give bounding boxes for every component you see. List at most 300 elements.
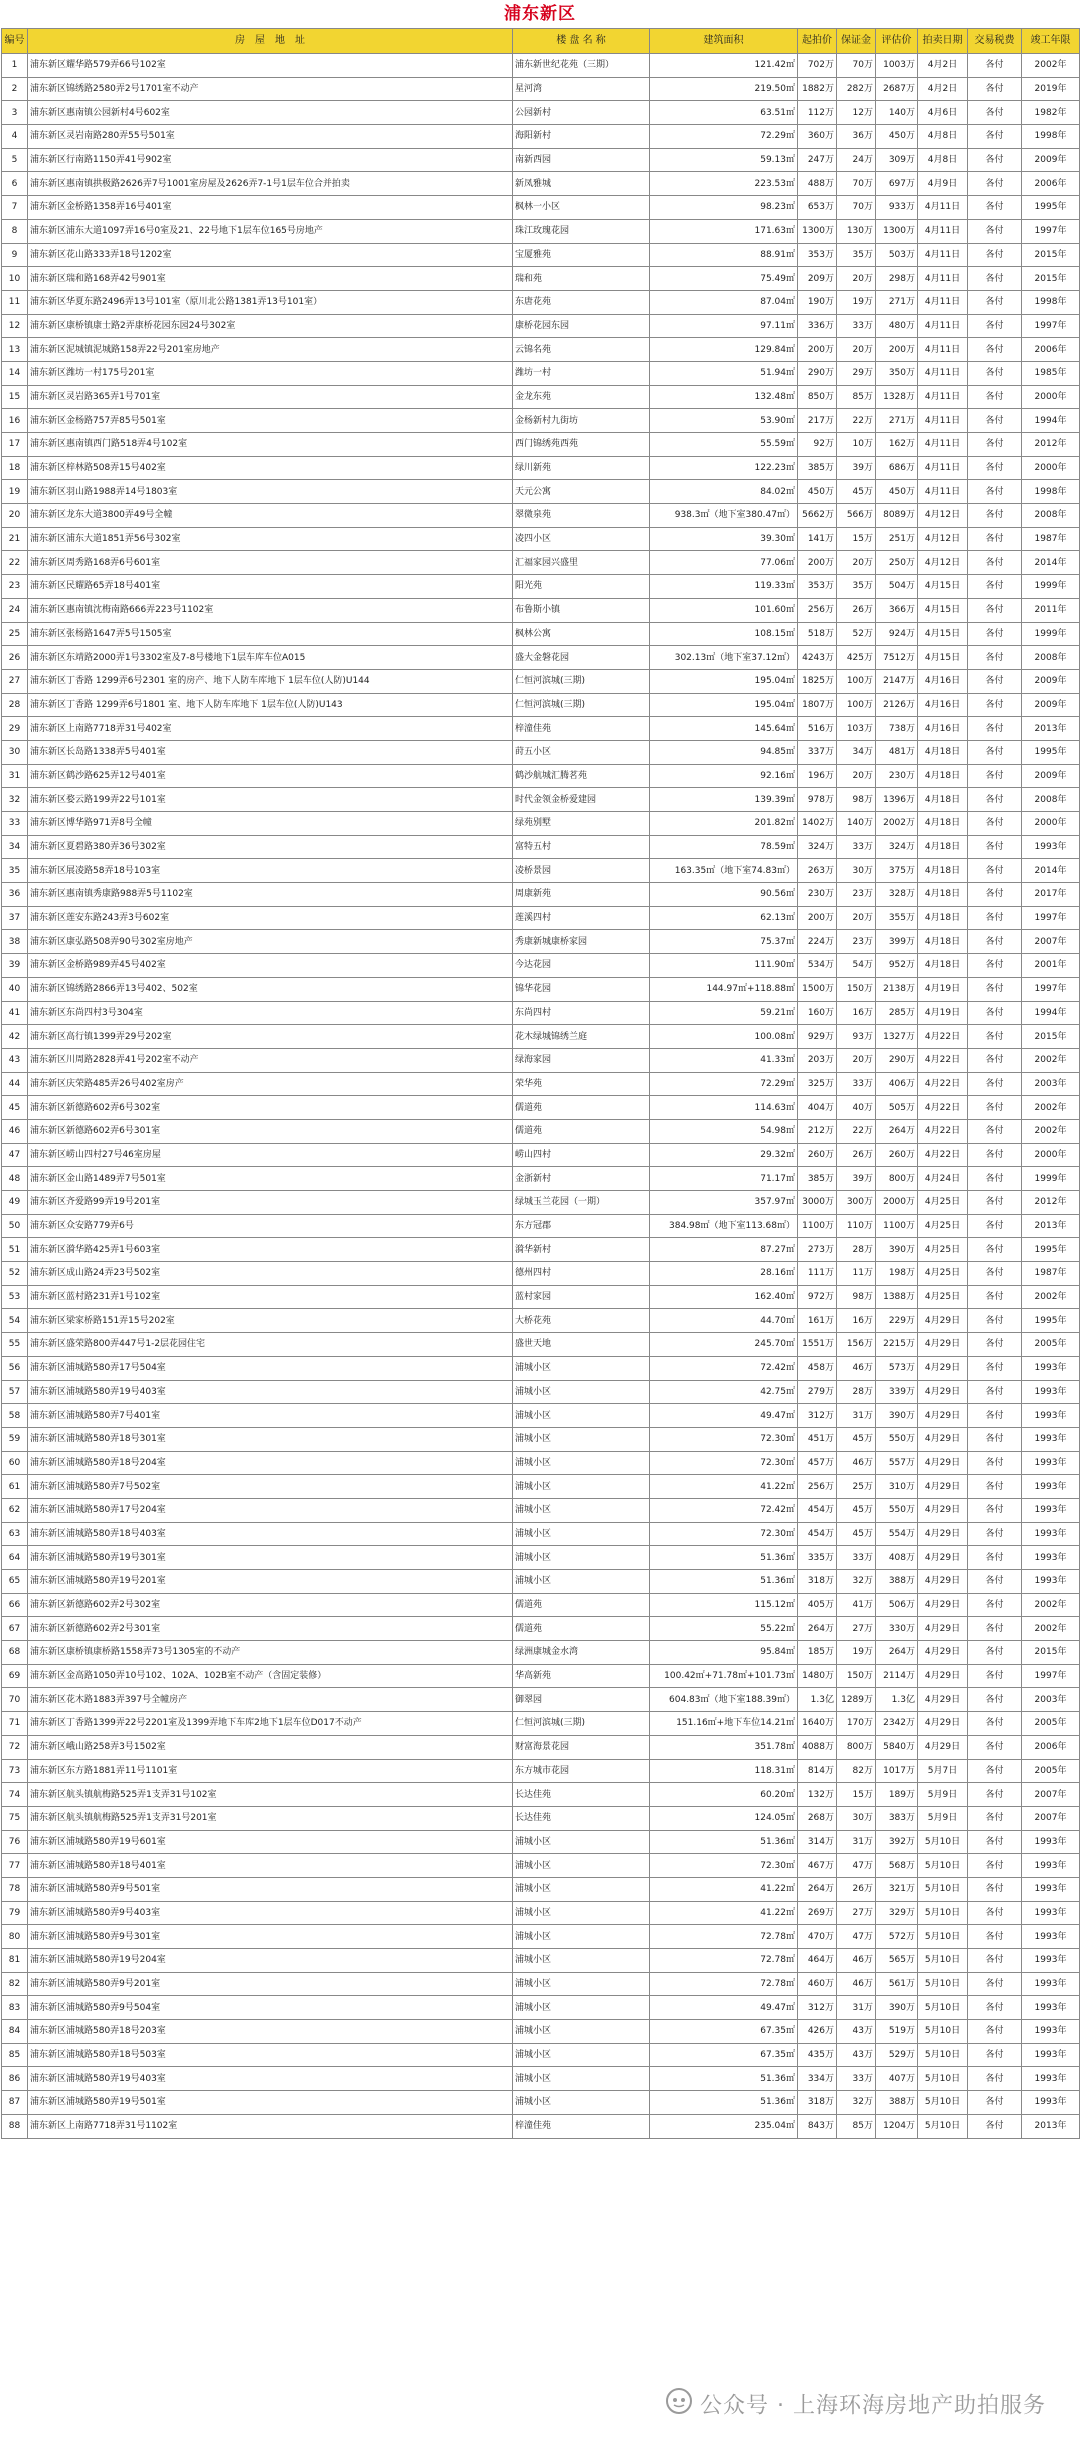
cell-auction-date: 4月29日: [918, 1641, 968, 1665]
cell-start-price: 318万: [798, 2091, 837, 2115]
table-body: [2, 54, 1080, 2139]
cell-deposit: 16万: [837, 1001, 876, 1025]
cell-tax: 各付: [968, 219, 1022, 243]
cell-tax: 各付: [968, 740, 1022, 764]
cell-auction-date: 5月9日: [918, 1783, 968, 1807]
cell-address: 浦东新区莲安东路243弄3号602室: [28, 906, 513, 930]
cell-completion-year: 1985年: [1022, 361, 1080, 385]
cell-completion-year: 2003年: [1022, 1072, 1080, 1096]
cell-address: 浦东新区高行镇1399弄29号202室: [28, 1025, 513, 1049]
cell-deposit: 110万: [837, 1214, 876, 1238]
cell-auction-date: 4月29日: [918, 1570, 968, 1594]
cell-completion-year: 2014年: [1022, 859, 1080, 883]
cell-tax: 各付: [968, 669, 1022, 693]
wechat-official-account-icon: [666, 2388, 692, 2425]
cell-appraisal: 565万: [876, 1949, 918, 1973]
cell-start-price: 5662万: [798, 504, 837, 528]
cell-estate: 大桥花苑: [513, 1309, 650, 1333]
cell-address: 浦东新区灵岩路365弄1号701室: [28, 385, 513, 409]
cell-estate: 东唐花苑: [513, 290, 650, 314]
cell-area: 90.56㎡: [650, 883, 798, 907]
cell-completion-year: 2012年: [1022, 433, 1080, 457]
cell-appraisal: 557万: [876, 1451, 918, 1475]
cell-auction-date: 4月29日: [918, 1522, 968, 1546]
cell-start-price: 457万: [798, 1451, 837, 1475]
cell-area: 53.90㎡: [650, 409, 798, 433]
cell-id: 40: [2, 977, 28, 1001]
cell-completion-year: 2005年: [1022, 1333, 1080, 1357]
cell-estate: 绿洲康城金水湾: [513, 1641, 650, 1665]
cell-id: 5: [2, 148, 28, 172]
cell-start-price: 263万: [798, 859, 837, 883]
cell-appraisal: 310万: [876, 1475, 918, 1499]
cell-area: 87.27㎡: [650, 1238, 798, 1262]
header-deposit: 保证金: [837, 29, 876, 54]
cell-auction-date: 4月16日: [918, 717, 968, 741]
cell-start-price: 314万: [798, 1830, 837, 1854]
cell-start-price: 516万: [798, 717, 837, 741]
cell-completion-year: 1993年: [1022, 1854, 1080, 1878]
cell-appraisal: 390万: [876, 1404, 918, 1428]
cell-auction-date: 4月11日: [918, 243, 968, 267]
cell-tax: 各付: [968, 148, 1022, 172]
cell-appraisal: 388万: [876, 1570, 918, 1594]
cell-auction-date: 4月29日: [918, 1593, 968, 1617]
cell-start-price: 224万: [798, 930, 837, 954]
cell-address: 浦东新区浦城路580弄17号204室: [28, 1498, 513, 1522]
cell-appraisal: 2687万: [876, 77, 918, 101]
cell-area: 71.17㎡: [650, 1167, 798, 1191]
cell-auction-date: 4月11日: [918, 433, 968, 457]
cell-estate: 华高新苑: [513, 1664, 650, 1688]
cell-start-price: 460万: [798, 1972, 837, 1996]
cell-id: 31: [2, 764, 28, 788]
cell-auction-date: 4月11日: [918, 290, 968, 314]
cell-address: 浦东新区金桥路989弄45号402室: [28, 954, 513, 978]
cell-id: 47: [2, 1143, 28, 1167]
cell-tax: 各付: [968, 1356, 1022, 1380]
cell-appraisal: 1388万: [876, 1285, 918, 1309]
cell-tax: 各付: [968, 1664, 1022, 1688]
cell-deposit: 31万: [837, 1830, 876, 1854]
table-row: [2, 1901, 1080, 1925]
cell-estate: 瑞和苑: [513, 267, 650, 291]
cell-area: 29.32㎡: [650, 1143, 798, 1167]
cell-deposit: 33万: [837, 2067, 876, 2091]
cell-auction-date: 4月11日: [918, 338, 968, 362]
cell-deposit: 39万: [837, 456, 876, 480]
cell-auction-date: 4月29日: [918, 1333, 968, 1357]
cell-tax: 各付: [968, 835, 1022, 859]
cell-auction-date: 4月15日: [918, 646, 968, 670]
cell-deposit: 35万: [837, 575, 876, 599]
header-start-price: 起拍价: [798, 29, 837, 54]
table-row: [2, 1427, 1080, 1451]
table-row: [2, 693, 1080, 717]
cell-start-price: 850万: [798, 385, 837, 409]
cell-completion-year: 1993年: [1022, 1877, 1080, 1901]
cell-address: 浦东新区泥城镇泥城路158弄22号201室房地产: [28, 338, 513, 362]
cell-area: 121.42㎡: [650, 54, 798, 78]
table-row: [2, 1712, 1080, 1736]
table-row: [2, 504, 1080, 528]
table-row: [2, 1688, 1080, 1712]
cell-completion-year: 2015年: [1022, 1025, 1080, 1049]
cell-id: 6: [2, 172, 28, 196]
cell-appraisal: 504万: [876, 575, 918, 599]
cell-start-price: 353万: [798, 243, 837, 267]
cell-appraisal: 366万: [876, 598, 918, 622]
cell-start-price: 1882万: [798, 77, 837, 101]
cell-area: 72.78㎡: [650, 1925, 798, 1949]
cell-start-price: 435万: [798, 2043, 837, 2067]
cell-address: 浦东新区婺云路199弄22号101室: [28, 788, 513, 812]
cell-estate: 天元公寓: [513, 480, 650, 504]
cell-appraisal: 924万: [876, 622, 918, 646]
cell-id: 77: [2, 1854, 28, 1878]
cell-start-price: 203万: [798, 1048, 837, 1072]
cell-address: 浦东新区浦城路580弄19号403室: [28, 1380, 513, 1404]
cell-start-price: 467万: [798, 1854, 837, 1878]
cell-estate: 莳五小区: [513, 740, 650, 764]
cell-id: 50: [2, 1214, 28, 1238]
cell-address: 浦东新区成山路24弄23号502室: [28, 1262, 513, 1286]
cell-tax: 各付: [968, 1238, 1022, 1262]
cell-start-price: 814万: [798, 1759, 837, 1783]
table-row: [2, 1096, 1080, 1120]
cell-auction-date: 4月29日: [918, 1498, 968, 1522]
cell-tax: 各付: [968, 1641, 1022, 1665]
cell-estate: 财富海景花园: [513, 1735, 650, 1759]
cell-tax: 各付: [968, 1901, 1022, 1925]
cell-area: 51.36㎡: [650, 2091, 798, 2115]
cell-appraisal: 450万: [876, 125, 918, 149]
table-row: [2, 1783, 1080, 1807]
cell-estate: 绿海家园: [513, 1048, 650, 1072]
cell-address: 浦东新区丁香路 1299弄6号1801 室、地下人防车库地下 1层车位(人防)U143: [28, 693, 513, 717]
cell-area: 72.78㎡: [650, 1972, 798, 1996]
cell-area: 77.06㎡: [650, 551, 798, 575]
cell-deposit: 39万: [837, 1167, 876, 1191]
cell-auction-date: 4月29日: [918, 1546, 968, 1570]
cell-estate: 浦城小区: [513, 2043, 650, 2067]
cell-deposit: 93万: [837, 1025, 876, 1049]
cell-completion-year: 1993年: [1022, 1949, 1080, 1973]
cell-start-price: 260万: [798, 1143, 837, 1167]
cell-completion-year: 1993年: [1022, 1404, 1080, 1428]
cell-tax: 各付: [968, 598, 1022, 622]
cell-estate: 荣华苑: [513, 1072, 650, 1096]
cell-deposit: 26万: [837, 1143, 876, 1167]
cell-tax: 各付: [968, 314, 1022, 338]
table-row: [2, 2114, 1080, 2138]
cell-address: 浦东新区蓝村路231弄1号102室: [28, 1285, 513, 1309]
cell-appraisal: 554万: [876, 1522, 918, 1546]
cell-estate: 浦城小区: [513, 1877, 650, 1901]
cell-completion-year: 2008年: [1022, 504, 1080, 528]
cell-area: 151.16㎡+地下车位14.21㎡: [650, 1712, 798, 1736]
cell-estate: 浦城小区: [513, 1498, 650, 1522]
cell-appraisal: 330万: [876, 1617, 918, 1641]
cell-appraisal: 1396万: [876, 788, 918, 812]
cell-estate: 儒道苑: [513, 1119, 650, 1143]
cell-address: 浦东新区潍坊一村175号201室: [28, 361, 513, 385]
table-row: [2, 551, 1080, 575]
table-row: [2, 1333, 1080, 1357]
cell-start-price: 470万: [798, 1925, 837, 1949]
cell-estate: 金浙新村: [513, 1167, 650, 1191]
cell-completion-year: 1997年: [1022, 906, 1080, 930]
cell-id: 73: [2, 1759, 28, 1783]
cell-auction-date: 4月18日: [918, 883, 968, 907]
table-row: [2, 598, 1080, 622]
cell-appraisal: 573万: [876, 1356, 918, 1380]
cell-auction-date: 4月11日: [918, 480, 968, 504]
cell-completion-year: 2007年: [1022, 930, 1080, 954]
cell-start-price: 3000万: [798, 1191, 837, 1215]
cell-area: 88.91㎡: [650, 243, 798, 267]
cell-address: 浦东新区展凌路58弄18号103室: [28, 859, 513, 883]
cell-appraisal: 572万: [876, 1925, 918, 1949]
cell-area: 75.37㎡: [650, 930, 798, 954]
cell-tax: 各付: [968, 1001, 1022, 1025]
cell-appraisal: 2114万: [876, 1664, 918, 1688]
table-row: [2, 1451, 1080, 1475]
table-row: [2, 1285, 1080, 1309]
cell-completion-year: 2006年: [1022, 338, 1080, 362]
cell-id: 61: [2, 1475, 28, 1499]
cell-deposit: 20万: [837, 764, 876, 788]
cell-deposit: 33万: [837, 314, 876, 338]
cell-address: 浦东新区浦城路580弄9号504室: [28, 1996, 513, 2020]
cell-completion-year: 2011年: [1022, 598, 1080, 622]
cell-auction-date: 4月18日: [918, 906, 968, 930]
cell-completion-year: 2015年: [1022, 267, 1080, 291]
cell-deposit: 15万: [837, 527, 876, 551]
cell-area: 384.98㎡（地下室113.68㎡）: [650, 1214, 798, 1238]
cell-deposit: 85万: [837, 2114, 876, 2138]
cell-start-price: 141万: [798, 527, 837, 551]
cell-appraisal: 355万: [876, 906, 918, 930]
cell-id: 9: [2, 243, 28, 267]
watermark: [666, 2388, 1046, 2422]
cell-id: 63: [2, 1522, 28, 1546]
cell-area: 118.31㎡: [650, 1759, 798, 1783]
cell-address: 浦东新区民耀路65弄18号401室: [28, 575, 513, 599]
cell-area: 195.04㎡: [650, 693, 798, 717]
cell-deposit: 32万: [837, 1570, 876, 1594]
cell-id: 33: [2, 812, 28, 836]
cell-tax: 各付: [968, 1072, 1022, 1096]
cell-address: 浦东新区梓林路508弄15号402室: [28, 456, 513, 480]
cell-id: 68: [2, 1641, 28, 1665]
cell-start-price: 405万: [798, 1593, 837, 1617]
cell-appraisal: 1.3亿: [876, 1688, 918, 1712]
table-row: [2, 54, 1080, 78]
cell-start-price: 324万: [798, 835, 837, 859]
cell-completion-year: 2006年: [1022, 1735, 1080, 1759]
cell-start-price: 518万: [798, 622, 837, 646]
cell-address: 浦东新区东尚四村3号304室: [28, 1001, 513, 1025]
cell-estate: 盛大金磐花园: [513, 646, 650, 670]
cell-start-price: 534万: [798, 954, 837, 978]
cell-area: 938.3㎡（地下室380.47㎡）: [650, 504, 798, 528]
cell-id: 49: [2, 1191, 28, 1215]
cell-area: 94.85㎡: [650, 740, 798, 764]
cell-deposit: 30万: [837, 1806, 876, 1830]
cell-id: 54: [2, 1309, 28, 1333]
cell-appraisal: 264万: [876, 1641, 918, 1665]
cell-tax: 各付: [968, 1427, 1022, 1451]
cell-estate: 长达佳苑: [513, 1806, 650, 1830]
cell-start-price: 1300万: [798, 219, 837, 243]
cell-auction-date: 5月9日: [918, 1806, 968, 1830]
table-row: [2, 338, 1080, 362]
cell-area: 100.42㎡+71.78㎡+101.73㎡: [650, 1664, 798, 1688]
cell-auction-date: 4月22日: [918, 1119, 968, 1143]
cell-address: 浦东新区东靖路2000弄1号3302室及7-8号楼地下1层车库车位A015: [28, 646, 513, 670]
cell-auction-date: 4月8日: [918, 148, 968, 172]
cell-address: 浦东新区康弘路508弄90号302室房地产: [28, 930, 513, 954]
cell-completion-year: 2002年: [1022, 1593, 1080, 1617]
cell-area: 41.22㎡: [650, 1901, 798, 1925]
cell-area: 100.08㎡: [650, 1025, 798, 1049]
cell-start-price: 200万: [798, 338, 837, 362]
cell-area: 72.30㎡: [650, 1451, 798, 1475]
cell-estate: 浦城小区: [513, 1427, 650, 1451]
cell-deposit: 12万: [837, 101, 876, 125]
table-row: [2, 267, 1080, 291]
cell-start-price: 385万: [798, 1167, 837, 1191]
cell-id: 82: [2, 1972, 28, 1996]
cell-appraisal: 2138万: [876, 977, 918, 1001]
cell-completion-year: 1999年: [1022, 1167, 1080, 1191]
table-row: [2, 1001, 1080, 1025]
cell-auction-date: 5月10日: [918, 1854, 968, 1878]
cell-address: 浦东新区瑞和路168弄42号901室: [28, 267, 513, 291]
cell-auction-date: 5月10日: [918, 2067, 968, 2091]
cell-address: 浦东新区花木路1883弄397号全幢房产: [28, 1688, 513, 1712]
cell-tax: 各付: [968, 1214, 1022, 1238]
cell-auction-date: 4月29日: [918, 1688, 968, 1712]
cell-appraisal: 2147万: [876, 669, 918, 693]
cell-completion-year: 2003年: [1022, 1688, 1080, 1712]
cell-tax: 各付: [968, 1285, 1022, 1309]
cell-estate: 潍坊一村: [513, 361, 650, 385]
cell-start-price: 1402万: [798, 812, 837, 836]
cell-estate: 东尚四村: [513, 1001, 650, 1025]
cell-id: 36: [2, 883, 28, 907]
cell-area: 119.33㎡: [650, 575, 798, 599]
cell-estate: 浦城小区: [513, 1451, 650, 1475]
cell-start-price: 112万: [798, 101, 837, 125]
header-id: 编号: [2, 29, 28, 54]
cell-tax: 各付: [968, 788, 1022, 812]
cell-address: 浦东新区浦城路580弄9号501室: [28, 1877, 513, 1901]
cell-area: 604.83㎡（地下室188.39㎡）: [650, 1688, 798, 1712]
cell-id: 67: [2, 1617, 28, 1641]
cell-deposit: 46万: [837, 1451, 876, 1475]
table-row: [2, 1925, 1080, 1949]
cell-area: 357.97㎡: [650, 1191, 798, 1215]
table-row: [2, 1854, 1080, 1878]
cell-start-price: 312万: [798, 1996, 837, 2020]
cell-appraisal: 309万: [876, 148, 918, 172]
cell-auction-date: 5月10日: [918, 1830, 968, 1854]
cell-address: 浦东新区花山路333弄18号1202室: [28, 243, 513, 267]
cell-auction-date: 4月29日: [918, 1356, 968, 1380]
cell-deposit: 29万: [837, 361, 876, 385]
cell-estate: 浦东新世纪花苑（三期）: [513, 54, 650, 78]
cell-appraisal: 406万: [876, 1072, 918, 1096]
table-row: [2, 196, 1080, 220]
cell-deposit: 11万: [837, 1262, 876, 1286]
table-row: [2, 2043, 1080, 2067]
cell-start-price: 264万: [798, 1617, 837, 1641]
cell-tax: 各付: [968, 1522, 1022, 1546]
cell-area: 78.59㎡: [650, 835, 798, 859]
cell-deposit: 20万: [837, 267, 876, 291]
cell-appraisal: 1003万: [876, 54, 918, 78]
cell-completion-year: 2008年: [1022, 646, 1080, 670]
cell-area: 72.30㎡: [650, 1427, 798, 1451]
cell-estate: 浦城小区: [513, 1972, 650, 1996]
cell-start-price: 334万: [798, 2067, 837, 2091]
cell-tax: 各付: [968, 906, 1022, 930]
cell-start-price: 404万: [798, 1096, 837, 1120]
cell-auction-date: 5月10日: [918, 1949, 968, 1973]
cell-auction-date: 4月25日: [918, 1191, 968, 1215]
cell-appraisal: 328万: [876, 883, 918, 907]
cell-auction-date: 4月19日: [918, 977, 968, 1001]
cell-estate: 绿城玉兰花园（一期）: [513, 1191, 650, 1215]
cell-area: 219.50㎡: [650, 77, 798, 101]
cell-completion-year: 1999年: [1022, 575, 1080, 599]
cell-start-price: 264万: [798, 1877, 837, 1901]
cell-start-price: 132万: [798, 1783, 837, 1807]
cell-appraisal: 350万: [876, 361, 918, 385]
table-row: [2, 1214, 1080, 1238]
table-row: [2, 788, 1080, 812]
cell-id: 13: [2, 338, 28, 362]
cell-address: 浦东新区行南路1150弄41号902室: [28, 148, 513, 172]
cell-id: 15: [2, 385, 28, 409]
cell-completion-year: 1993年: [1022, 2091, 1080, 2115]
cell-completion-year: 1995年: [1022, 1309, 1080, 1333]
cell-completion-year: 2017年: [1022, 883, 1080, 907]
cell-tax: 各付: [968, 267, 1022, 291]
cell-area: 223.53㎡: [650, 172, 798, 196]
cell-area: 51.36㎡: [650, 1570, 798, 1594]
cell-estate: 云锦名苑: [513, 338, 650, 362]
cell-completion-year: 2002年: [1022, 1048, 1080, 1072]
cell-auction-date: 4月29日: [918, 1427, 968, 1451]
cell-completion-year: 2009年: [1022, 764, 1080, 788]
cell-estate: 梓潼佳苑: [513, 717, 650, 741]
cell-start-price: 464万: [798, 1949, 837, 1973]
table-row: [2, 1404, 1080, 1428]
table-row: [2, 172, 1080, 196]
table-row: [2, 906, 1080, 930]
cell-address: 浦东新区浦城路580弄18号503室: [28, 2043, 513, 2067]
cell-address: 浦东新区龙东大道3800弄49号全幢: [28, 504, 513, 528]
table-row: [2, 930, 1080, 954]
cell-start-price: 161万: [798, 1309, 837, 1333]
cell-estate: 海阳新村: [513, 125, 650, 149]
cell-area: 162.40㎡: [650, 1285, 798, 1309]
cell-id: 48: [2, 1167, 28, 1191]
cell-address: 浦东新区鹤沙路625弄12号401室: [28, 764, 513, 788]
